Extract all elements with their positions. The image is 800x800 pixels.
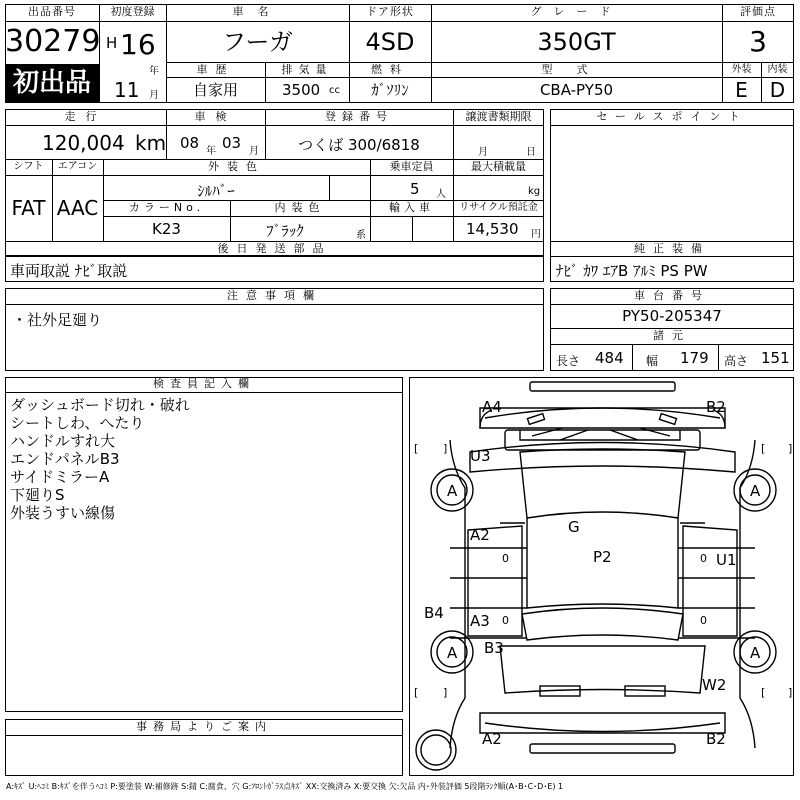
inspector-header: 検査員記入欄 bbox=[153, 377, 255, 390]
license-plate: つくば 300/6818 bbox=[298, 136, 420, 154]
shift-header: シフト bbox=[13, 161, 44, 172]
height: 151 bbox=[761, 349, 790, 367]
interior-grade-header: 内装 bbox=[767, 64, 788, 75]
damage-mark: 0 bbox=[700, 552, 707, 565]
damage-mark: G bbox=[568, 518, 580, 536]
damage-mark: B3 bbox=[484, 639, 504, 657]
exterior-grade-header: 外装 bbox=[731, 64, 752, 75]
transfer-deadline-header: 譲渡書類期限 bbox=[465, 110, 532, 123]
damage-mark: A4 bbox=[482, 398, 502, 416]
recycle-header: リサイクル預託金 bbox=[459, 202, 538, 213]
damage-mark: A2 bbox=[482, 730, 502, 748]
damage-mark: W2 bbox=[702, 676, 727, 694]
width: 179 bbox=[680, 349, 709, 367]
bracket-mark: [ bbox=[761, 442, 766, 455]
grade: 350GT bbox=[537, 28, 616, 56]
width-label: 幅 bbox=[646, 354, 659, 368]
mileage-unit: km bbox=[135, 131, 167, 155]
grade-header: グレード bbox=[530, 5, 623, 18]
length: 484 bbox=[595, 349, 624, 367]
notes-text: ・社外足廻り bbox=[12, 311, 103, 329]
first-reg-month: 11 bbox=[114, 78, 140, 102]
damage-mark: U3 bbox=[470, 447, 491, 465]
lot-number: 30279 bbox=[5, 24, 101, 59]
damage-mark: A2 bbox=[470, 526, 490, 544]
bracket-mark: ] bbox=[443, 686, 448, 699]
inspection-year: 08 bbox=[180, 134, 200, 152]
seating-capacity: 5 bbox=[410, 180, 420, 198]
displacement-header: 排気量 bbox=[281, 63, 333, 76]
month-unit: 月 bbox=[149, 90, 159, 101]
door-type-header: ドア形状 bbox=[366, 5, 414, 18]
car-diagram bbox=[409, 377, 794, 776]
model-code: CBA-PY50 bbox=[539, 81, 614, 99]
bracket-mark: ] bbox=[788, 686, 793, 699]
inspector-line: シートしわ、へたり bbox=[10, 414, 145, 432]
color-number: K23 bbox=[152, 220, 181, 238]
interior-grade: D bbox=[769, 78, 786, 102]
dimensions-header: 諸元 bbox=[653, 329, 691, 342]
transfer-month-unit: 月 bbox=[478, 147, 488, 158]
notes-header: 注意事項欄 bbox=[227, 289, 322, 302]
damage-mark: B2 bbox=[706, 730, 726, 748]
damage-mark: 0 bbox=[502, 614, 509, 627]
bracket-mark: [ bbox=[414, 686, 419, 699]
exterior-color: ｼﾙﾊﾞｰ bbox=[197, 182, 235, 200]
exterior-color-header: 外装色 bbox=[208, 160, 265, 173]
bracket-mark: [ bbox=[761, 686, 766, 699]
interior-color: ﾌﾞﾗｯｸ bbox=[266, 222, 304, 240]
inspector-line: エンドパネルB3 bbox=[10, 450, 120, 468]
damage-mark: P2 bbox=[593, 548, 612, 566]
model-code-header: 型式 bbox=[541, 63, 612, 76]
first-listing-label: 初出品 bbox=[12, 68, 91, 98]
car-name: フーガ bbox=[222, 28, 293, 56]
inspector-notes bbox=[10, 396, 190, 522]
length-label: 長さ bbox=[556, 354, 581, 368]
bracket-mark: [ bbox=[414, 442, 419, 455]
exterior-grade: E bbox=[735, 78, 748, 102]
inspector-line: 外装うすい線傷 bbox=[10, 504, 116, 522]
damage-mark: 0 bbox=[700, 614, 707, 627]
bracket-mark: ] bbox=[788, 442, 793, 455]
interior-color-header: 内装色 bbox=[274, 201, 326, 214]
chassis-header: 車台番号 bbox=[634, 289, 710, 302]
inspector-line: 下廻りS bbox=[10, 486, 65, 504]
era: H bbox=[106, 34, 118, 52]
inspection-month: 03 bbox=[222, 134, 242, 152]
interior-color-unit: 系 bbox=[356, 230, 366, 241]
displacement: 3500 bbox=[282, 81, 321, 99]
first-reg-year: 16 bbox=[120, 28, 156, 61]
ac-header: エアコン bbox=[57, 161, 98, 172]
legend: A:ｷｽﾞ U:ﾍｺﾐ B:ｷｽﾞを伴うﾍｺﾐ P:要塗装 W:補修跡 S:錆 C:腐食、穴 G:ﾌﾛﾝﾄｶﾞﾗｽ点ｷｽﾞ XX:交換済み X:要交換 欠:欠品 内･外装評価 5段階ﾗﾝｸ順(A･B･C･D･E) 1 bbox=[6, 782, 564, 791]
sales-points-header: セールスポイント bbox=[596, 110, 748, 123]
fuel-type: ｶﾞｿﾘﾝ bbox=[371, 81, 409, 99]
wheel-mark: A bbox=[447, 644, 458, 662]
bracket-mark: ] bbox=[443, 442, 448, 455]
score-header: 評価点 bbox=[740, 5, 776, 18]
door-type: 4SD bbox=[365, 28, 415, 56]
equipment-header: 純正装備 bbox=[634, 242, 710, 255]
inspection-year-unit: 年 bbox=[206, 146, 216, 157]
color-no-header: カラーNo. bbox=[128, 201, 205, 214]
inspection-month-unit: 月 bbox=[249, 146, 259, 157]
mileage: 120,004 bbox=[42, 131, 125, 155]
vehicle-history: 自家用 bbox=[192, 81, 238, 99]
factory-equipment: ﾅﾋﾞ ｶﾜ ｴｱB ｱﾙﾐ PS PW bbox=[556, 262, 708, 280]
damage-mark: 0 bbox=[502, 552, 509, 565]
fuel-header: 燃料 bbox=[371, 63, 409, 76]
height-label: 高さ bbox=[724, 354, 749, 368]
later-items-header: 後日発送部品 bbox=[217, 242, 332, 255]
shift: FAT bbox=[11, 196, 46, 220]
lot-number-header: 出品番号 bbox=[28, 5, 76, 18]
damage-mark: A3 bbox=[470, 612, 490, 630]
max-load-unit: kg bbox=[528, 186, 541, 197]
capacity-unit: 人 bbox=[436, 189, 446, 200]
damage-mark: U1 bbox=[716, 551, 737, 569]
history-header: 車歴 bbox=[196, 63, 235, 76]
wheel-mark: A bbox=[447, 482, 458, 500]
capacity-header: 乗車定員 bbox=[389, 160, 434, 173]
max-load-header: 最大積載量 bbox=[471, 160, 526, 173]
score: 3 bbox=[749, 25, 767, 58]
first-registration-header: 初度登録 bbox=[110, 5, 155, 18]
wheel-mark: A bbox=[750, 644, 761, 662]
inspection-header: 車検 bbox=[194, 110, 237, 123]
air-conditioner: AAC bbox=[56, 196, 99, 220]
car-outline-diagram bbox=[410, 378, 795, 777]
later-items: 車両取説 ﾅﾋﾞ取説 bbox=[10, 262, 128, 280]
inspector-line: サイドミラーA bbox=[10, 468, 110, 486]
inspector-line: ハンドルすれ大 bbox=[10, 432, 116, 450]
damage-mark: B4 bbox=[424, 604, 444, 622]
recycle-fee: 14,530 bbox=[466, 220, 519, 238]
chassis-number: PY50-205347 bbox=[622, 307, 722, 325]
car-name-header: 車名 bbox=[232, 5, 283, 18]
import-header: 輸入車 bbox=[389, 201, 434, 214]
transfer-day-unit: 日 bbox=[526, 147, 536, 158]
displacement-unit: cc bbox=[329, 85, 340, 96]
year-unit: 年 bbox=[149, 66, 159, 77]
mileage-header: 走行 bbox=[64, 110, 107, 123]
damage-mark: B2 bbox=[706, 398, 726, 416]
office-header: 事務局よりご案内 bbox=[136, 720, 272, 733]
plate-header: 登録番号 bbox=[325, 110, 393, 123]
inspector-line: ダッシュボード切れ・破れ bbox=[10, 396, 190, 414]
recycle-unit: 円 bbox=[531, 229, 541, 240]
wheel-mark: A bbox=[750, 482, 761, 500]
